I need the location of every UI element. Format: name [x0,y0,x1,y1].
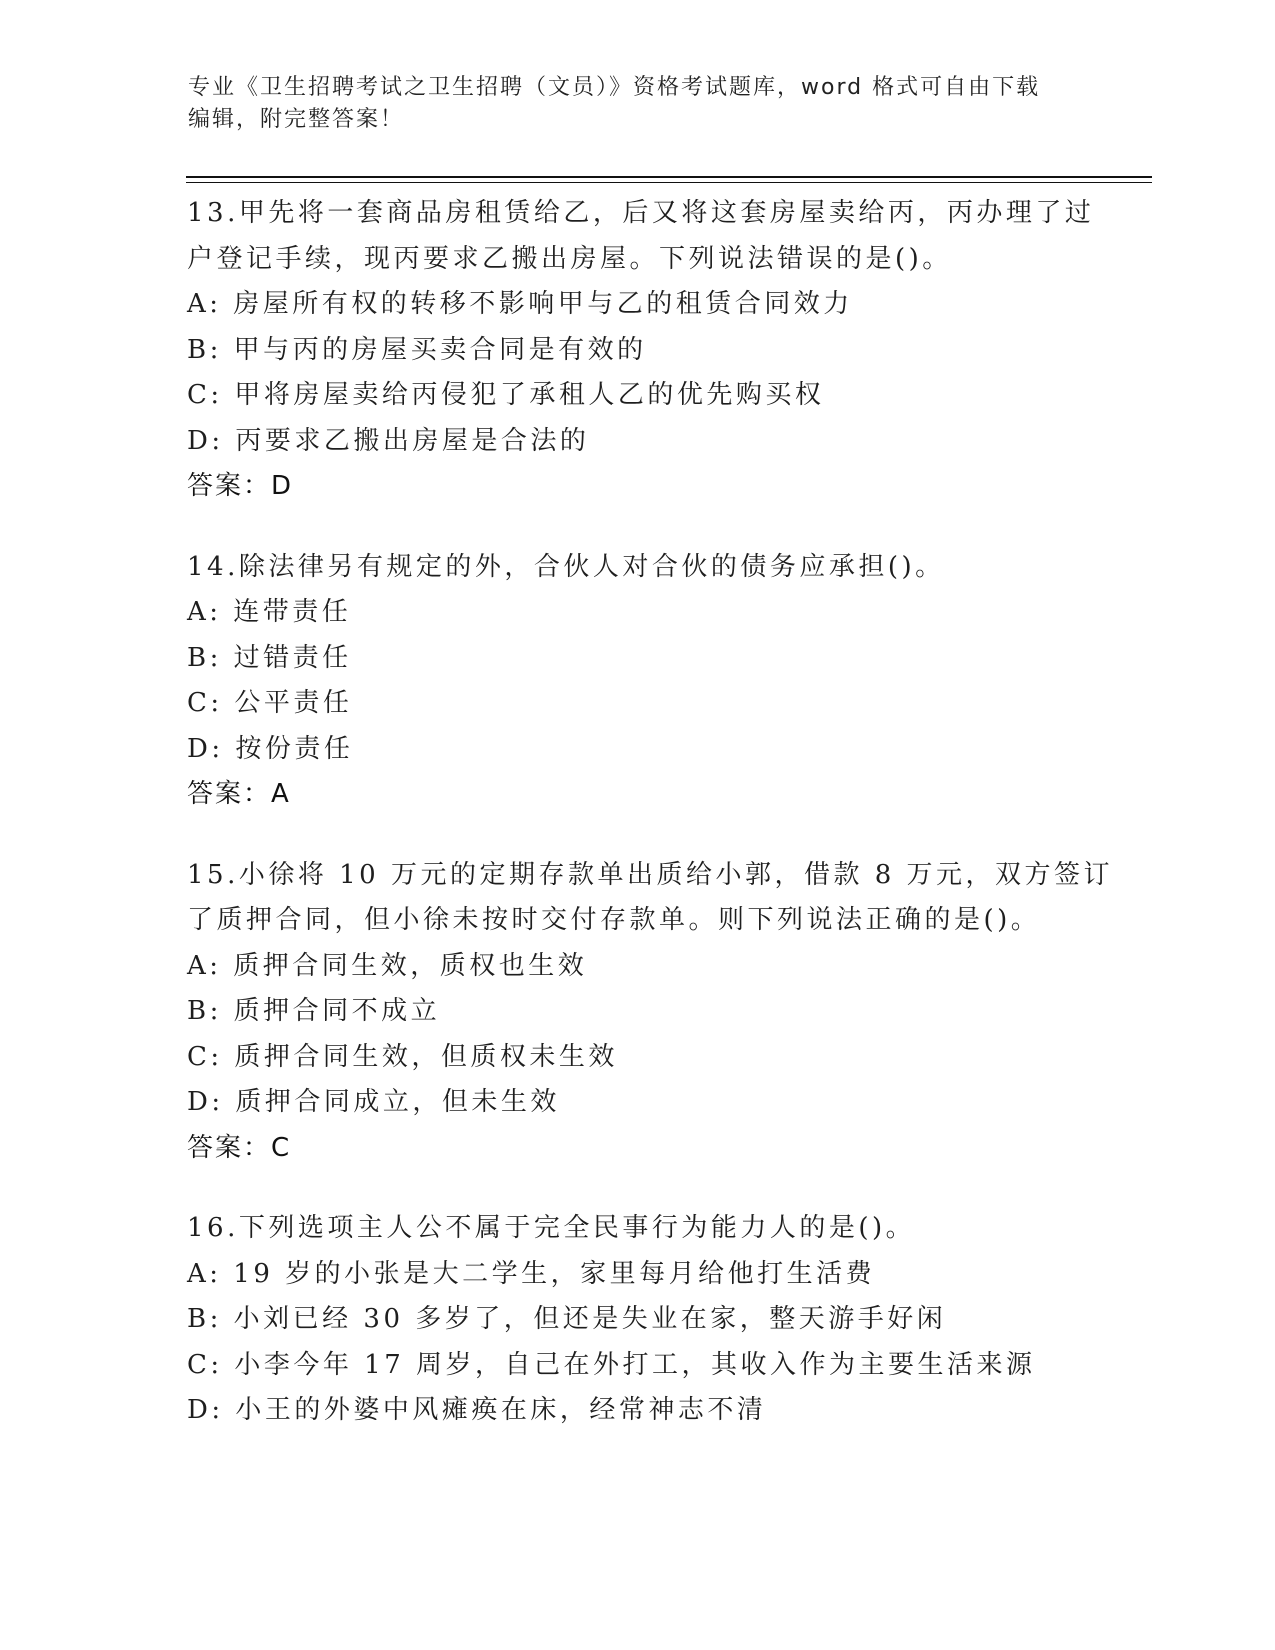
option-b: B: 小刘已经 30 多岁了，但还是失业在家，整天游手好闲 [187,1304,947,1334]
option-b: B: 过错责任 [187,642,352,673]
question-list [187,191,1114,1469]
option-b: B: 质押合同不成立 [187,996,441,1026]
question-13 [187,191,1095,510]
option-c: C: 甲将房屋卖给丙侵犯了承租人乙的优先购买权 [187,380,825,410]
question-14 [187,545,1087,818]
question-stem-line: 了质押合同，但小徐未按时交付存款单。则下列说法正确的是()。 [187,905,1041,935]
answer-line: 答案：A [187,779,291,809]
question-stem-line: 13.甲先将一套商品房租赁给乙，后又将这套房屋卖给丙，丙办理了过 [187,198,1095,228]
option-c: C: 小李今年 17 周岁，自己在外打工，其收入作为主要生活来源 [187,1349,1036,1380]
option-a: A: 质押合同生效，质权也生效 [187,950,588,981]
question-15 [187,853,1114,1172]
document-header [188,72,1068,136]
option-d: D: 丙要求乙搬出房屋是合法的 [187,425,590,456]
header-line-2: 编辑，附完整答案！ [188,107,405,132]
question-16 [187,1206,1087,1434]
question-stem-line: 16.下列选项主人公不属于完全民事行为能力人的是()。 [187,1213,916,1243]
option-c: C: 质押合同生效，但质权未生效 [187,1041,618,1072]
option-d: D: 按份责任 [187,733,354,764]
option-c: C: 公平责任 [187,688,353,718]
header-line-1: 专业《卫生招聘考试之卫生招聘（文员）》资格考试题库，word 格式可自由下载 [188,75,1041,100]
option-a: A: 房屋所有权的转移不影响甲与乙的租赁合同效力 [187,289,853,319]
question-stem-line: 户登记手续，现丙要求乙搬出房屋。下列说法错误的是()。 [187,243,952,274]
question-stem-line: 15.小徐将 10 万元的定期存款单出质给小郭，借款 8 万元，双方签订 [187,859,1114,890]
answer-line: 答案：C [187,1132,292,1163]
option-d: D: 质押合同成立，但未生效 [187,1087,560,1117]
header-rule-thin [186,182,1152,183]
header-rule-thick [186,176,1152,178]
question-stem-line: 14.除法律另有规定的外，合伙人对合伙的债务应承担()。 [187,551,945,582]
option-a: A: 连带责任 [187,597,352,627]
answer-line: 答案：D [187,471,294,501]
option-d: D: 小王的外婆中风瘫痪在床，经常神志不清 [187,1395,767,1425]
option-a: A: 19 岁的小张是大二学生，家里每月给他打生活费 [187,1258,876,1289]
option-b: B: 甲与丙的房屋买卖合同是有效的 [187,334,647,365]
